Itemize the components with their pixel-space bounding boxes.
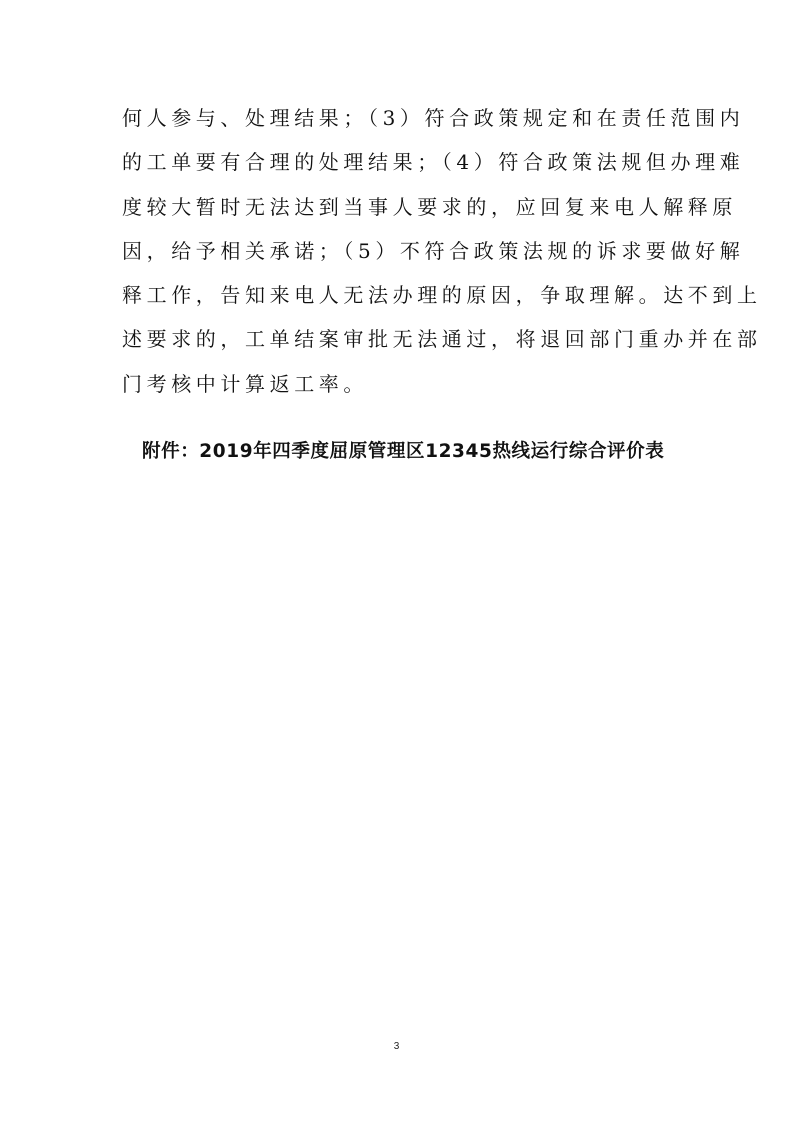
- paragraph-line: 的工单要有合理的处理结果；（4）符合政策法规但办理难: [122, 150, 745, 175]
- page-number: 3: [393, 1041, 400, 1052]
- paragraph-line: 度较大暂时无法达到当事人要求的，应回复来电人解释原: [122, 194, 737, 219]
- paragraph-line: 门考核中计算返工率。: [122, 371, 368, 396]
- body-paragraph: [122, 100, 762, 410]
- paragraph-line: 何人参与、处理结果；（3）符合政策规定和在责任范围内: [122, 106, 745, 130]
- paragraph-line: 述要求的，工单结案审批无法通过，将退回部门重办并在部: [122, 327, 762, 352]
- paragraph-line: 释工作，告知来电人无法办理的原因，争取理解。达不到上: [122, 283, 762, 308]
- paragraph-line: 因，给予相关承诺；（5）不符合政策法规的诉求要做好解: [122, 238, 745, 263]
- attachment-heading: 附件：2019年四季度屈原管理区12345热线运行综合评价表: [142, 441, 665, 462]
